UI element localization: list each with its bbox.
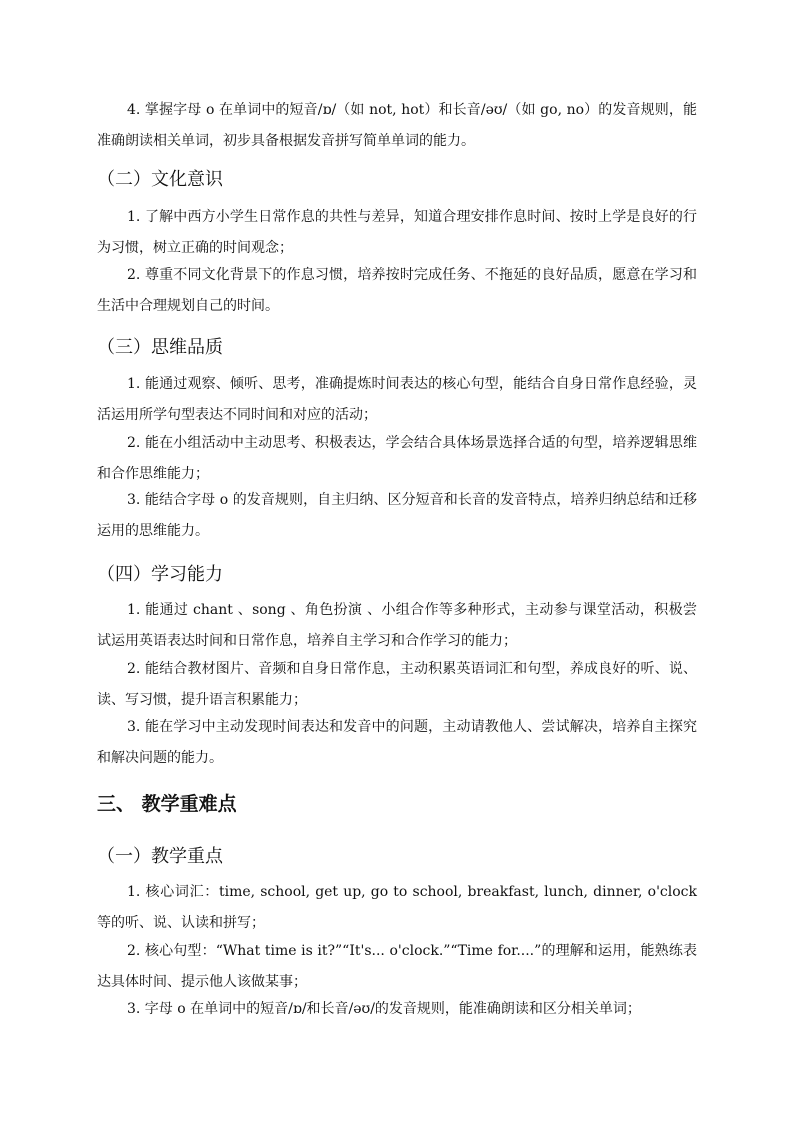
section-heading-key-points: 三、 教学重难点 — [97, 793, 237, 815]
culture-item-2: 2. 尊重不同文化背景下的作息习惯，培养按时完成任务、不拖延的良好品质，愿意在学习和生活中合理规划自己的时间。 — [97, 267, 697, 314]
learning-item-1: 1. 能通过 chant 、song 、角色扮演 、小组合作等多种形式，主动参与课堂活动，积极尝试运用英语表达时间和日常作息，培养自主学习和合作学习的能力； — [97, 602, 697, 649]
thinking-item-2: 2. 能在小组活动中主动思考、积极表达，学会结合具体场景选择合适的句型，培养逻辑思维和合作思维能力； — [97, 435, 697, 482]
thinking-item-3: 3. 能结合字母 o 的发音规则，自主归纳、区分短音和长音的发音特点，培养归纳总结和迁移运用的思维能力。 — [97, 492, 697, 539]
culture-item-1: 1. 了解中西方小学生日常作息的共性与差异，知道合理安排作息时间、按时上学是良好的行为习惯，树立正确的时间观念； — [97, 209, 697, 256]
goal-4-paragraph: 4. 掌握字母 o 在单词中的短音/ɒ/（如 not, hot）和长音/əʊ/（如 go, no）的发音规则，能准确朗读相关单词，初步具备根据发音拼写简单单词的能力。 — [97, 102, 697, 149]
focus-item-1: 1. 核心词汇：time, school, get up, go to school, breakfast, lunch, dinner, o'clock 等的听、说、认读和拼写； — [97, 884, 697, 931]
learning-item-3: 3. 能在学习中主动发现时间表达和发音中的问题，主动请教他人、尝试解决，培养自主探究和解决问题的能力。 — [97, 719, 697, 766]
focus-item-2: 2. 核心句型：“What time is it?”“It's... o'clock.”“Time for....”的理解和运用，能熟练表达具体时间、提示他人该做某事； — [97, 943, 697, 990]
culture-heading: （二）文化意识 — [97, 169, 223, 190]
learning-heading: （四）学习能力 — [97, 564, 223, 585]
focus-item-3: 3. 字母 o 在单词中的短音/ɒ/和长音/əʊ/的发音规则，能准确朗读和区分相关单词； — [127, 1001, 641, 1017]
thinking-item-1: 1. 能通过观察、倾听、思考，准确提炼时间表达的核心句型，能结合自身日常作息经验，灵活运用所学句型表达不同时间和对应的活动； — [97, 376, 697, 423]
focus-heading: （一）教学重点 — [97, 846, 223, 867]
thinking-heading: （三）思维品质 — [97, 337, 223, 358]
learning-item-2: 2. 能结合教材图片、音频和自身日常作息，主动积累英语词汇和句型，养成良好的听、说、读、写习惯，提升语言积累能力； — [97, 661, 697, 708]
